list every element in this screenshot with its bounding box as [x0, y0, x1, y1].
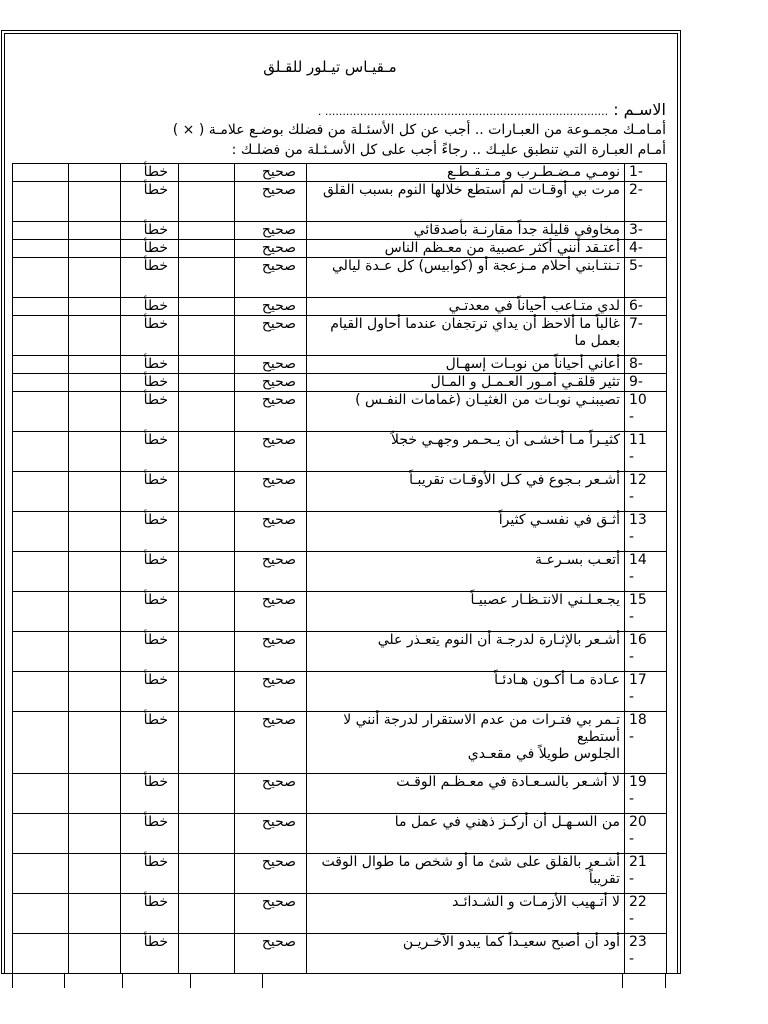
notes-cell: [13, 672, 69, 712]
item-statement[interactable]: أشـعر بـجوع في كـل الأوقـات تقريبـاً: [307, 472, 625, 512]
table-row: [13, 854, 667, 894]
item-number[interactable]: 20 -: [625, 814, 667, 854]
notes-cell: [13, 240, 69, 258]
item-statement[interactable]: غالباً ما ألاحظ أن يداي ترتجفان عندما أحاول القيام بعمل ما: [307, 316, 625, 356]
true-option[interactable]: صحيح: [235, 472, 307, 512]
notes-cell: [13, 632, 69, 672]
true-option[interactable]: صحيح: [235, 632, 307, 672]
table-row: [13, 240, 667, 258]
item-statement[interactable]: أتعـب بسـرعـة: [307, 552, 625, 592]
item-statement[interactable]: تثير قلقـي أمـور العـمـل و المـال: [307, 374, 625, 392]
false-option[interactable]: خطأ: [121, 814, 179, 854]
item-statement[interactable]: لا أتـهيب الأزمـات و الشـدائـد: [307, 894, 625, 934]
notes-cell: [13, 432, 69, 472]
item-statement[interactable]: تـنتـابني أحلام مـزعجة أو (كوابيس) كل عـدة ليالي: [307, 258, 625, 298]
false-option[interactable]: خطأ: [121, 316, 179, 356]
item-number[interactable]: 21 -: [625, 854, 667, 894]
notes-cell: [13, 854, 69, 894]
item-statement[interactable]: أعتـقد أنني أكثر عصبية من معـظم الناس: [307, 240, 625, 258]
true-option[interactable]: صحيح: [235, 164, 307, 182]
instructions-line-2: أمـام العبـارة التي تنطبق عليـك .. رجاءً أجب على كل الأسـئـلة من فضلـك :: [231, 142, 666, 158]
true-option[interactable]: صحيح: [235, 552, 307, 592]
answer-box-false[interactable]: [69, 356, 121, 374]
table-row: [13, 164, 667, 182]
false-option[interactable]: خطأ: [121, 894, 179, 934]
item-number[interactable]: 15 -: [625, 592, 667, 632]
item-statement[interactable]: لدي متـاعب أحياناً في معدتـي: [307, 298, 625, 316]
item-statement[interactable]: أعاني أحياناً من نوبـات إسهـال: [307, 356, 625, 374]
item-number[interactable]: 12 -: [625, 472, 667, 512]
false-option[interactable]: خطأ: [121, 592, 179, 632]
answer-box-true[interactable]: [179, 472, 235, 512]
table-row: [13, 356, 667, 374]
table-stub: [622, 974, 623, 988]
notes-cell: [13, 592, 69, 632]
true-option[interactable]: صحيح: [235, 814, 307, 854]
item-number[interactable]: 9-: [625, 374, 667, 392]
item-statement[interactable]: نومـي مـضـطـرب و مـتـقـطـع: [307, 164, 625, 182]
item-statement[interactable]: كثيـراً مـا أخشـى أن يـحـمر وجهـي خجلاً: [307, 432, 625, 472]
answer-box-false[interactable]: [69, 222, 121, 240]
answer-box-true[interactable]: [179, 934, 235, 974]
item-number[interactable]: 7-: [625, 316, 667, 356]
false-option[interactable]: خطأ: [121, 854, 179, 894]
answer-box-false[interactable]: [69, 392, 121, 432]
item-number[interactable]: 13 -: [625, 512, 667, 552]
table-stub: [122, 974, 123, 988]
item-statement[interactable]: من السـهـل أن أركـز ذهني في عمل ما: [307, 814, 625, 854]
false-option[interactable]: خطأ: [121, 934, 179, 974]
item-number[interactable]: 2-: [625, 182, 667, 222]
true-option[interactable]: صحيح: [235, 258, 307, 298]
false-option[interactable]: خطأ: [121, 374, 179, 392]
true-option[interactable]: صحيح: [235, 374, 307, 392]
table-row: [13, 298, 667, 316]
table-stub: [64, 974, 65, 988]
answer-box-false[interactable]: [69, 774, 121, 814]
item-number[interactable]: 16 -: [625, 632, 667, 672]
answer-box-true[interactable]: [179, 672, 235, 712]
table-row: [13, 392, 667, 432]
true-option[interactable]: صحيح: [235, 712, 307, 774]
item-statement[interactable]: أشـعر بالإثـارة لدرجـة أن النوم يتعـذر علي: [307, 632, 625, 672]
answer-box-false[interactable]: [69, 472, 121, 512]
name-label: الاسـم :: [613, 100, 666, 119]
table-row: [13, 258, 667, 298]
notes-cell: [13, 814, 69, 854]
answer-box-true[interactable]: [179, 774, 235, 814]
false-option[interactable]: خطأ: [121, 672, 179, 712]
answer-box-true[interactable]: [179, 712, 235, 774]
answer-box-false[interactable]: [69, 632, 121, 672]
item-number[interactable]: 10 -: [625, 392, 667, 432]
item-statement[interactable]: أثـق في نفسـي كثيراً: [307, 512, 625, 552]
item-number[interactable]: 22 -: [625, 894, 667, 934]
true-option[interactable]: صحيح: [235, 512, 307, 552]
table-row: [13, 432, 667, 472]
false-option[interactable]: خطأ: [121, 182, 179, 222]
answer-box-false[interactable]: [69, 712, 121, 774]
answer-box-true[interactable]: [179, 298, 235, 316]
item-number[interactable]: 23 -: [625, 934, 667, 974]
true-option[interactable]: صحيح: [235, 316, 307, 356]
table-row: [13, 632, 667, 672]
name-field-line: [318, 100, 666, 119]
false-option[interactable]: خطأ: [121, 222, 179, 240]
notes-cell: [13, 774, 69, 814]
notes-cell: [13, 392, 69, 432]
true-option[interactable]: صحيح: [235, 298, 307, 316]
item-number[interactable]: 6-: [625, 298, 667, 316]
item-statement[interactable]: مخاوفي قليلة جداً مقارنـة بأصدقائي: [307, 222, 625, 240]
notes-cell: [13, 374, 69, 392]
table-row: [13, 894, 667, 934]
true-option[interactable]: صحيح: [235, 854, 307, 894]
answer-box-false[interactable]: [69, 432, 121, 472]
notes-cell: [13, 298, 69, 316]
item-statement[interactable]: أود أن أصبح سعيـداً كما يبدو الآخـريـن: [307, 934, 625, 974]
item-number[interactable]: 4-: [625, 240, 667, 258]
answer-box-true[interactable]: [179, 392, 235, 432]
answer-box-true[interactable]: [179, 432, 235, 472]
table-row: [13, 774, 667, 814]
false-option[interactable]: خطأ: [121, 552, 179, 592]
table-row: [13, 182, 667, 222]
item-number[interactable]: 17 -: [625, 672, 667, 712]
answer-box-true[interactable]: [179, 374, 235, 392]
item-number[interactable]: 11 -: [625, 432, 667, 472]
true-option[interactable]: صحيح: [235, 894, 307, 934]
notes-cell: [13, 512, 69, 552]
table-row: [13, 712, 667, 774]
answer-box-true[interactable]: [179, 552, 235, 592]
notes-cell: [13, 934, 69, 974]
answer-box-true[interactable]: [179, 258, 235, 298]
notes-cell: [13, 894, 69, 934]
answer-box-false[interactable]: [69, 164, 121, 182]
item-number[interactable]: 1-: [625, 164, 667, 182]
false-option[interactable]: خطأ: [121, 712, 179, 774]
false-option[interactable]: خطأ: [121, 632, 179, 672]
table-stub: [12, 974, 13, 988]
table-stub: [190, 974, 191, 988]
table-row: [13, 316, 667, 356]
answer-box-false[interactable]: [69, 374, 121, 392]
true-option[interactable]: صحيح: [235, 934, 307, 974]
name-blank: ................................................................................. .: [317, 105, 609, 118]
answer-box-false[interactable]: [69, 814, 121, 854]
true-option[interactable]: صحيح: [235, 392, 307, 432]
item-number[interactable]: 19 -: [625, 774, 667, 814]
false-option[interactable]: خطأ: [121, 356, 179, 374]
true-option[interactable]: صحيح: [235, 432, 307, 472]
answer-box-false[interactable]: [69, 894, 121, 934]
item-number[interactable]: 18 -: [625, 712, 667, 774]
false-option[interactable]: خطأ: [121, 258, 179, 298]
answer-box-false[interactable]: [69, 934, 121, 974]
false-option[interactable]: خطأ: [121, 432, 179, 472]
table-row: [13, 934, 667, 974]
notes-cell: [13, 472, 69, 512]
item-statement[interactable]: مرت بي أوقـات لم أستطع خلالها النوم بسبب القلق: [307, 182, 625, 222]
item-statement[interactable]: تـمر بي فتـرات من عدم الاستقرار لدرجة أنني لا أستطيع الجلوس طويلاً في مقعـدي: [307, 712, 625, 774]
answer-box-true[interactable]: [179, 894, 235, 934]
notes-cell: [13, 316, 69, 356]
true-option[interactable]: صحيح: [235, 240, 307, 258]
table-row: [13, 222, 667, 240]
answer-box-true[interactable]: [179, 164, 235, 182]
item-number[interactable]: 5-: [625, 258, 667, 298]
table-row: [13, 472, 667, 512]
answer-box-false[interactable]: [69, 672, 121, 712]
answer-box-true[interactable]: [179, 356, 235, 374]
answer-box-false[interactable]: [69, 592, 121, 632]
true-option[interactable]: صحيح: [235, 774, 307, 814]
false-option[interactable]: خطأ: [121, 512, 179, 552]
answer-box-true[interactable]: [179, 222, 235, 240]
answer-box-false[interactable]: [69, 182, 121, 222]
notes-cell: [13, 258, 69, 298]
answer-box-true[interactable]: [179, 854, 235, 894]
item-statement[interactable]: لا أشـعر بالسـعـادة في معـظـم الوقـت: [307, 774, 625, 814]
document-title: مـقيـاس تيـلور للقـلق: [263, 58, 397, 76]
item-number[interactable]: 3-: [625, 222, 667, 240]
answer-box-false[interactable]: [69, 512, 121, 552]
answer-box-false[interactable]: [69, 298, 121, 316]
answer-box-false[interactable]: [69, 258, 121, 298]
notes-cell: [13, 356, 69, 374]
false-option[interactable]: خطأ: [121, 164, 179, 182]
true-option[interactable]: صحيح: [235, 222, 307, 240]
answer-box-false[interactable]: [69, 316, 121, 356]
instructions-line-1: أمـامـك مجمـوعة من العبـارات .. أجب عن كل الأسئـلة من فضلك بوضـع علامـة ( × ): [172, 122, 666, 138]
true-option[interactable]: صحيح: [235, 182, 307, 222]
table-row: [13, 552, 667, 592]
notes-cell: [13, 712, 69, 774]
answer-box-true[interactable]: [179, 632, 235, 672]
table-row: [13, 814, 667, 854]
answer-box-true[interactable]: [179, 592, 235, 632]
table-row: [13, 374, 667, 392]
item-statement[interactable]: تصيبنـي نوبـات من الغثيـان (غمامات النفـس ): [307, 392, 625, 432]
true-option[interactable]: صحيح: [235, 672, 307, 712]
false-option[interactable]: خطأ: [121, 392, 179, 432]
item-statement[interactable]: عـادة مـا أكـون هـادئـاً: [307, 672, 625, 712]
table-row: [13, 512, 667, 552]
answer-box-false[interactable]: [69, 854, 121, 894]
notes-cell: [13, 164, 69, 182]
false-option[interactable]: خطأ: [121, 240, 179, 258]
answer-box-true[interactable]: [179, 814, 235, 854]
table-stub: [262, 974, 263, 988]
false-option[interactable]: خطأ: [121, 298, 179, 316]
notes-cell: [13, 222, 69, 240]
notes-cell: [13, 182, 69, 222]
answer-box-false[interactable]: [69, 552, 121, 592]
table-row: [13, 592, 667, 632]
false-option[interactable]: خطأ: [121, 472, 179, 512]
true-option[interactable]: صحيح: [235, 356, 307, 374]
true-option[interactable]: صحيح: [235, 592, 307, 632]
answer-box-true[interactable]: [179, 316, 235, 356]
item-number[interactable]: 14 -: [625, 552, 667, 592]
item-statement[interactable]: يجـعـلـني الانتـظـار عصبيـاً: [307, 592, 625, 632]
answer-box-true[interactable]: [179, 240, 235, 258]
answer-box-true[interactable]: [179, 182, 235, 222]
false-option[interactable]: خطأ: [121, 774, 179, 814]
item-statement[interactable]: أشـعر بالقلق على شئ ما أو شخص ما طوال الوقت تقريباً: [307, 854, 625, 894]
item-number[interactable]: 8-: [625, 356, 667, 374]
answer-box-true[interactable]: [179, 512, 235, 552]
notes-cell: [13, 552, 69, 592]
table-row: [13, 672, 667, 712]
questionnaire-table: [12, 163, 667, 974]
table-stub: [665, 974, 666, 988]
answer-box-false[interactable]: [69, 240, 121, 258]
